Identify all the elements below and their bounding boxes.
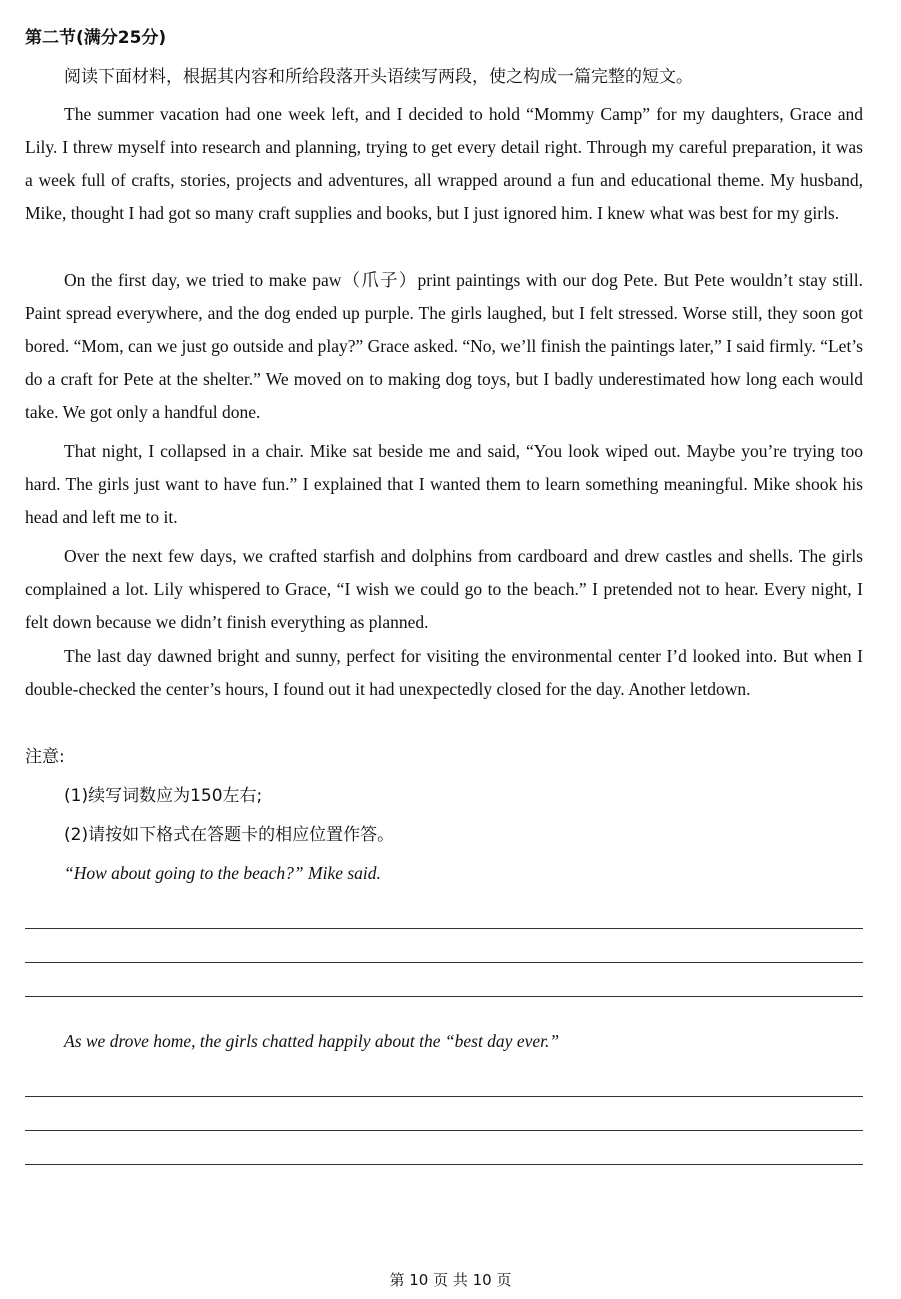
note-item-2: (2)请按如下格式在答题卡的相应位置作答。 <box>64 825 395 845</box>
answer-line <box>25 928 863 929</box>
paragraph-opener-1: “How about going to the beach?” Mike said. <box>64 863 381 883</box>
passage-paragraph-3: That night, I collapsed in a chair. Mike sat beside me and said, “You look wiped out. Maybe you’re trying too hard. The girls just want to have fun.” I explained that I wanted them to learn something meaningful. Mike shook his head and left me to it. <box>25 441 863 527</box>
answer-line <box>25 962 863 963</box>
note-item-1: (1)续写词数应为150左右; <box>64 786 263 806</box>
passage-paragraph-5: The last day dawned bright and sunny, perfect for visiting the environmental center I’d looked into. But when I double-checked the center’s hours, I found out it had unexpectedly closed for the day. Another letdown. <box>25 646 863 699</box>
section-instruction: 阅读下面材料，根据其内容和所给段落开头语续写两段，使之构成一篇完整的短文。 <box>64 67 693 87</box>
passage-paragraph-2: On the first day, we tried to make paw（爪子）print paintings with our dog Pete. But Pete wouldn’t stay still. Paint spread everywhere, and the dog ended up purple. The girls laughed, but I felt stressed. Worse still, they soon got bored. “Mom, can we just go outside and play?” Grace asked. “No, we’ll finish the paintings later,” I said firmly. “Let’s do a craft for Pete at the shelter.” We moved on to making dog toys, but I badly underestimated how long each would take. We got only a handful done. <box>25 270 863 422</box>
passage-paragraph-4: Over the next few days, we crafted starfish and dolphins from cardboard and drew castles and shells. The girls complained a lot. Lily whispered to Grace, “I wish we could go to the beach.” I pretended not to hear. Every night, I felt down because we didn’t finish everything as planned. <box>25 546 863 632</box>
passage-paragraph-1: The summer vacation had one week left, and I decided to hold “Mommy Camp” for my daughters, Grace and Lily. I threw myself into research and planning, trying to get every detail right. Through my careful preparation, it was a week full of crafts, stories, projects and adventures, all wrapped around a fun and educational theme. My husband, Mike, thought I had got so many craft supplies and books, but I just ignored him. I knew what was best for my girls. <box>25 104 863 223</box>
answer-line <box>25 996 863 997</box>
answer-line <box>25 1164 863 1165</box>
answer-line <box>25 1096 863 1097</box>
paragraph-opener-2: As we drove home, the girls chatted happily about the “best day ever.” <box>64 1031 560 1051</box>
notes-label: 注意: <box>25 747 65 767</box>
answer-line <box>25 1130 863 1131</box>
page-number-footer: 第 10 页 共 10 页 <box>389 1271 512 1289</box>
section-heading: 第二节(满分25分) <box>25 28 167 48</box>
